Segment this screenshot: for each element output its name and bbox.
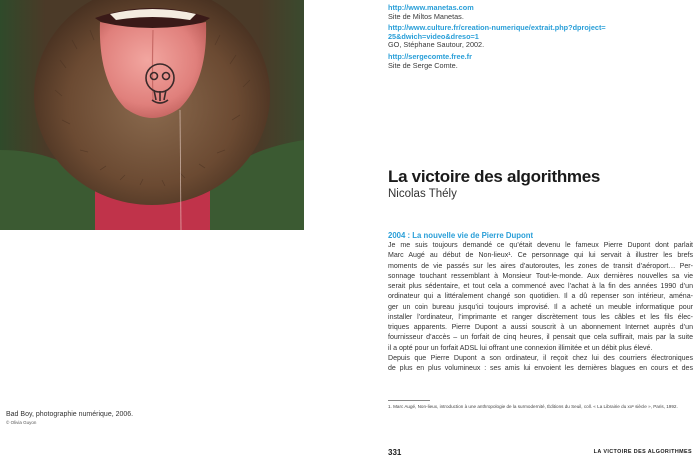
photograph-tongue-tattoo bbox=[0, 0, 304, 230]
page-number: 331 bbox=[388, 448, 402, 457]
running-head: LA VICTOIRE DES ALGORITHMES bbox=[593, 449, 692, 455]
footnote-divider bbox=[388, 400, 430, 401]
article-body bbox=[388, 231, 693, 374]
body-line: triques apparents. Pierre Dupont a aussi souscrit à un abonnement Internet auprès d’un bbox=[388, 324, 693, 331]
body-line: Je me suis toujours demandé ce qu’était devenu le fameux Pierre Dupont dont parlait bbox=[388, 242, 693, 249]
caption-credit: © Olivia Guyon bbox=[6, 420, 37, 425]
link-url[interactable] bbox=[388, 24, 688, 41]
section-heading: 2004 : La nouvelle vie de Pierre Dupont bbox=[388, 231, 534, 240]
link-url-line: http://www.culture.fr/creation-numerique/extrait.php?dproject= bbox=[388, 23, 606, 33]
photo-illustration bbox=[0, 0, 304, 230]
body-line: Depuis que Pierre Dupont a son ordinateur, il reçoit chez lui des courriers électroniques bbox=[388, 354, 693, 362]
link-item bbox=[388, 53, 688, 70]
link-url-line: 25&dwich=video&dreso=1 bbox=[388, 31, 479, 41]
body-line: de plus en plus volumineux : ses amis lui envoient les dernières blagues en cours et des bbox=[388, 365, 693, 372]
body-line: ordinateur qui a littéralement changé son quotidien. Il a dû repenser son intérieur, aména- bbox=[388, 293, 693, 301]
body-line: serait plus sédentaire, et tout cela a commencé avec l’achat à la fin des années 1990 d’un bbox=[388, 283, 693, 290]
body-line: fournisseur d’accès – un forfait de cinq heures, il pensait que cela suffirait, mais par la suite bbox=[388, 334, 693, 342]
link-description: GO, Stéphane Sautour, 2002. bbox=[388, 40, 485, 50]
body-line: Marc Augé au début de Non-lieux¹. Ce personnage qui lui servait à illustrer les brefs bbox=[388, 252, 693, 260]
link-description: Site de Serge Comte. bbox=[388, 60, 458, 70]
footnote: 1. Marc Augé, Non-lieux, introduction à une anthropologie de la surmodernité, Éditions du Seuil, coll. « La Librairie du xxᵉ siècle », Paris, 1992. bbox=[388, 404, 678, 409]
link-url[interactable]: http://www.manetas.com bbox=[388, 3, 474, 12]
article-title: La victoire des algorithmes bbox=[388, 167, 601, 186]
body-line: ger un coin bureau jusqu’ici toujours improvisé. Il a acheté un meuble informatique pour bbox=[388, 303, 693, 311]
caption-text: Bad Boy, photographie numérique, 2006. bbox=[6, 411, 134, 418]
body-line: moments de vie passés sur les aires d’autoroutes, les zones de transit d’aéroport… Per- bbox=[388, 262, 693, 270]
article-author: Nicolas Thély bbox=[388, 188, 457, 200]
body-line: installer l’ordinateur, l’imprimante et ranger discrètement tous les câbles et les fils élec- bbox=[388, 313, 693, 321]
link-description: Site de Miltos Manetas. bbox=[388, 11, 464, 21]
photo-caption bbox=[6, 410, 206, 426]
link-item bbox=[388, 24, 688, 50]
link-item bbox=[388, 4, 688, 21]
body-line: sonnage touchant ressemblant à Monsieur Tout-le-monde. Aux dernières nouvelles sa vie bbox=[388, 272, 693, 280]
link-url[interactable]: http://sergecomte.free.fr bbox=[388, 51, 472, 61]
links-list bbox=[388, 4, 688, 73]
body-line: il a opté pour un forfait ADSL lui offrant une connexion illimitée et un débit plus élevé. bbox=[388, 344, 653, 352]
